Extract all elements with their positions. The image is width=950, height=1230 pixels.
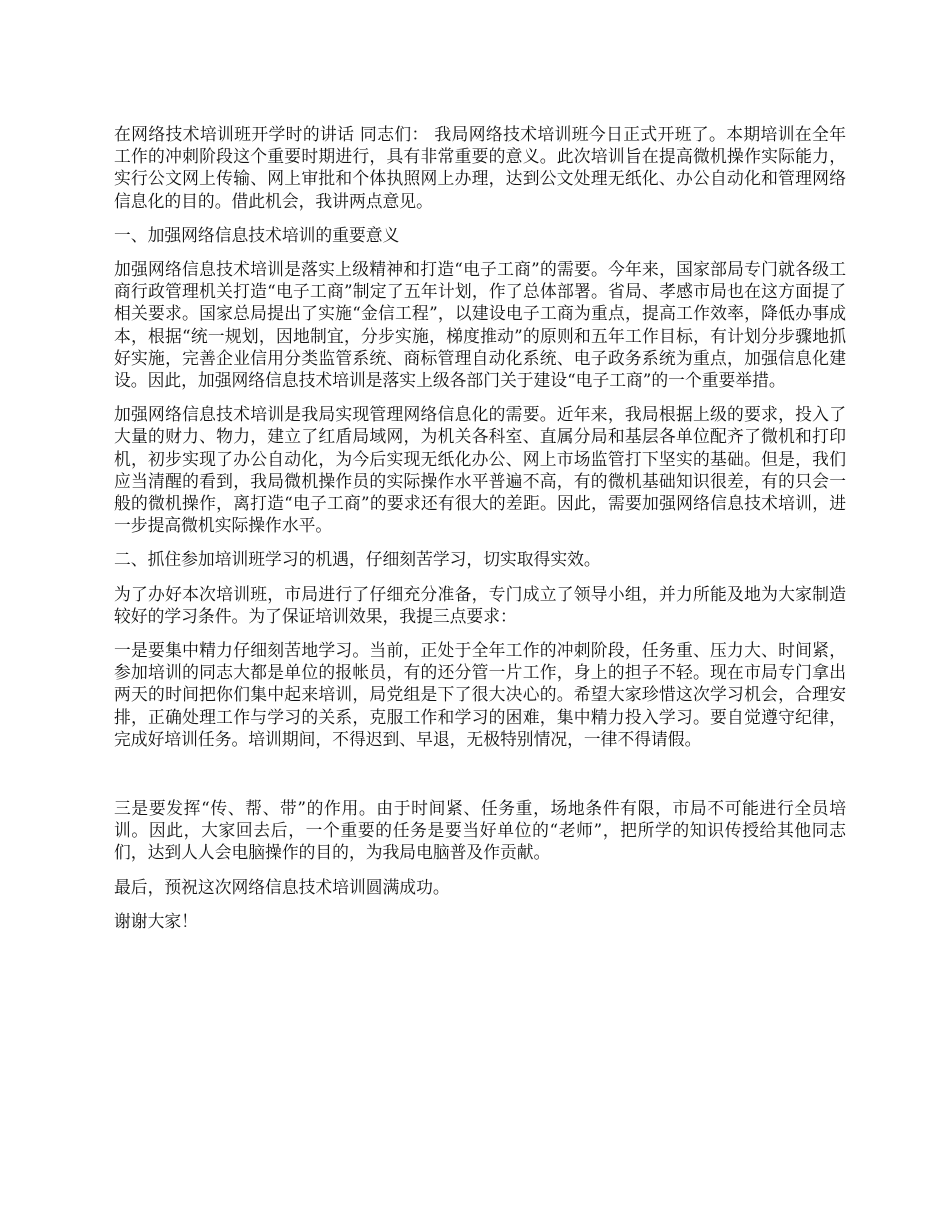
requirement-1-paragraph: 一是要集中精力仔细刻苦地学习。当前，正处于全年工作的冲刺阶段，任务重、压力大、时间紧，参加培训的同志大都是单位的报帐员，有的还分管一片工作，身上的担子不轻。现在市局专门拿出两天的时间把你们集中起来培训，局党组是下了很大决心的。希望大家珍惜这次学习机会，合理安排，正确处理工作与学习的关系，克服工作和学习的困难，集中精力投入学习。要自觉遵守纪律，完成好培训任务。培训期间，不得迟到、早退，无极特别情况，一律不得请假。 xyxy=(114,640,846,749)
body-paragraph: 加强网络信息技术培训是我局实现管理网络信息化的需要。近年来，我局根据上级的要求，投入了大量的财力、物力，建立了红盾局域网，为机关各科室、直属分局和基层各单位配齐了微机和打印机，初步实现了办公自动化，为今后实现无纸化办公、网上市场监管打下坚实的基础。但是，我们应当清醒的看到，我局微机操作员的实际操作水平普遍不高，有的微机基础知识很差，有的只会一般的微机操作，离打造“电子工商”的要求还有很大的差距。因此，需要加强网络信息技术培训，进一步提高微机实际操作水平。 xyxy=(114,404,846,536)
body-paragraph: 为了办好本次培训班，市局进行了仔细充分准备，专门成立了领导小组，并力所能及地为大家制造较好的学习条件。为了保证培训效果，我提三点要求： xyxy=(114,583,846,626)
document-body xyxy=(114,123,846,944)
closing-wish: 最后，预祝这次网络信息技术培训圆满成功。 xyxy=(114,876,450,897)
thanks-line: 谢谢大家！ xyxy=(114,910,198,931)
section-heading-2: 二、抓住参加培训班学习的机遇，仔细刻苦学习，切实取得实效。 xyxy=(114,549,601,570)
section-heading-1: 一、加强网络信息技术培训的重要意义 xyxy=(114,224,400,245)
requirement-3-paragraph: 三是要发挥“传、帮、带”的作用。由于时间紧、任务重，场地条件有限，市局不可能进行全员培训。因此，大家回去后，一个重要的任务是要当好单位的“老师”，把所学的知识传授给其他同志们，达到人人会电脑操作的目的，为我局电脑普及作贡献。 xyxy=(114,798,846,863)
body-paragraph: 加强网络信息技术培训是落实上级精神和打造“电子工商”的需要。今年来，国家部局专门就各级工商行政管理机关打造“电子工商”制定了五年计划，作了总体部署。省局、孝感市局也在这方面提了相关要求。国家总局提出了实施“金信工程”，以建设电子工商为重点，提高工作效率，降低办事成本，根据“统一规划，因地制宜，分步实施，梯度推动”的原则和五年工作目标，有计划分步骤地抓好实施，完善企业信用分类监管系统、商标管理自动化系统、电子政务系统为重点，加强信息化建设。因此，加强网络信息技术培训是落实上级各部门关于建设“电子工商”的一个重要举措。 xyxy=(114,259,846,391)
blank-gap xyxy=(114,762,846,797)
opening-paragraph: 在网络技术培训班开学时的讲话 同志们： 我局网络技术培训班今日正式开班了。本期培训在全年工作的冲刺阶段这个重要时期进行，具有非常重要的意义。此次培训旨在提高微机操作实际能力，实行公文网上传输、网上审批和个体执照网上办理，达到公文处理无纸化、办公自动化和管理网络信息化的目的。借此机会，我讲两点意见。 xyxy=(114,124,846,211)
